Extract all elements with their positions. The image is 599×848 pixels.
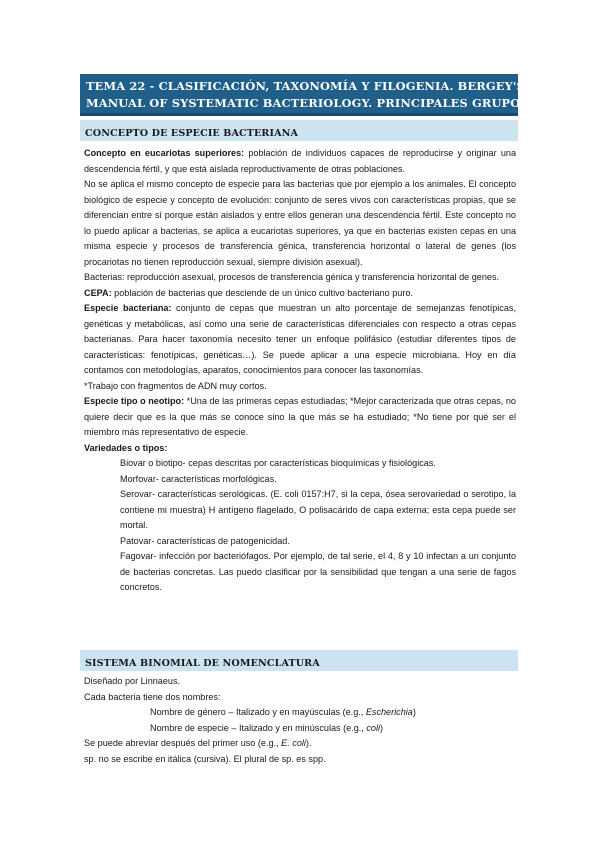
title-line-1: TEMA 22 - CLASIFICACIÓN, TAXONOMÍA Y FILOGENIA. BERGEY'S — [86, 79, 525, 93]
paragraph-abreviar: Se puede abreviar después del primer uso (e.g., E. coli). — [84, 738, 312, 748]
term-eucariotas: Concepto en eucariotas superiores: — [84, 148, 245, 158]
term-cepa: CEPA: — [84, 287, 112, 298]
section-heading-text: CONCEPTO DE ESPECIE BACTERIANA — [85, 128, 299, 139]
paragraph-especie-bacteriana: Especie bacteriana: conjunto de cepas que muestran un alto porcentaje de semejanzas fenotípicas, genéticas y metabólicas, así como una serie de características diferenciales con respecto a otras cepas bacterianas. Para hacer taxonomía necesito tener un enfoque polifásico (estudiar diferentes tipos de características: fenotípicas, genéticas…). Se puede aplicar a una especie microbiana. Hoy en día contamos con metodologías, aparatos, conocimientos para conocer las taxonomías. — [84, 303, 516, 375]
title-line-2: MANUAL OF SYSTEMATIC BACTERIOLOGY. PRINCIPALES GRUPOS. — [86, 95, 533, 110]
section-heading-binomial — [80, 650, 518, 671]
paragraph-no-aplica: No se aplica el mismo concepto de especie para las bacterias que por ejemplo a los animales. El concepto biológico de especie y concepto de evolución: conjunto de seres vivos con características propias, que se diferencian entre sí porque están aislados y entre ellos generan una descendencia fértil. Este concepto no lo puedo aplicar a bacterias, se aplica a eucariotas superiores, ya que en bacterias existen cepas en una misma especie y procesos de transferencia génica, transferencia horizontal o lateral de genes (los procariotas no tienen reproducción sexual, siempre división asexual). — [84, 179, 516, 267]
term-variedades: Variedades o tipos: — [84, 442, 168, 453]
paragraph-bacterias: Bacterias: reproducción asexual, procesos de transferencia génica y transferencia horizontal de genes. — [84, 272, 500, 282]
paragraph-disenado: Diseñado por Linnaeus. — [84, 676, 181, 686]
paragraph-especie-tipo: Especie tipo o neotipo: *Una de las primeras cepas estudiadas; *Mejor caracterizada que otras cepas, no quiere decir que es la que más se conoce sino la que más se ha estudiado; *No tiene por qué ser el miembro más representativo de especie. — [84, 396, 516, 437]
list-item-especie: Nombre de especie – Italizado y en minúsculas (e.g., coli) — [150, 722, 384, 733]
term-especie-bacteriana: Especie bacteriana: — [84, 303, 172, 313]
list-item-patovar: Patovar- características de patogenicidad. — [120, 535, 290, 546]
section-body-concepto — [84, 146, 516, 596]
paragraph-cepa: CEPA: población de bacterias que desciende de un único cultivo bacteriano puro. — [84, 287, 413, 298]
list-item-fagovar: Fagovar- infección por bacteriófagos. Por ejemplo, de tal serie, el 4, 8 y 10 infectan a un conjunto de bacterias concretas. Las puedo clasificar por la sensibilidad que tengan a una serie de fagos concretos. — [120, 551, 516, 592]
paragraph-sp: sp. no se escribe en itálica (cursiva). El plural de sp. es spp. — [84, 753, 326, 764]
paragraph-cada-bacteria: Cada bacteria tiene dos nombres: — [84, 691, 221, 702]
section-heading-text: SISTEMA BINOMIAL DE NOMENCLATURA — [85, 658, 320, 669]
list-item-serovar: Serovar- características serológicas. (E. coli 0157:H7, si la cepa, ósea serovariedad o serotipo, la contiene mi muestra) H antígeno flagelado, O polisacárido de capa externa; esta cepa puede ser mortal. — [120, 489, 516, 530]
paragraph-eucariotas: Concepto en eucariotas superiores: población de individuos capaces de reproducirse y originar una descendencia fértil, y que está aislada reproductivamente de otras poblaciones. — [84, 148, 516, 174]
list-item-morfovar: Morfovar- características morfológicas. — [120, 473, 277, 484]
paragraph-variedades-label — [84, 441, 516, 457]
example-abreviar: E. coli — [281, 738, 306, 748]
example-genero: Escherichia — [365, 707, 413, 717]
list-item-genero: Nombre de género – Italizado y en mayúsculas (e.g., Escherichia) — [150, 707, 416, 717]
section-heading-concepto — [80, 120, 518, 141]
example-especie: coli — [366, 722, 380, 733]
paragraph-trabajo: *Trabajo con fragmentos de ADN muy cortos. — [84, 380, 267, 391]
list-item-biovar: Biovar o biotipo- cepas descritas por características bioquímicas y fisiológicas. — [120, 458, 436, 468]
term-especie-tipo: Especie tipo o neotipo: — [84, 396, 185, 406]
section-body-binomial — [84, 674, 516, 767]
document-title — [80, 74, 533, 116]
